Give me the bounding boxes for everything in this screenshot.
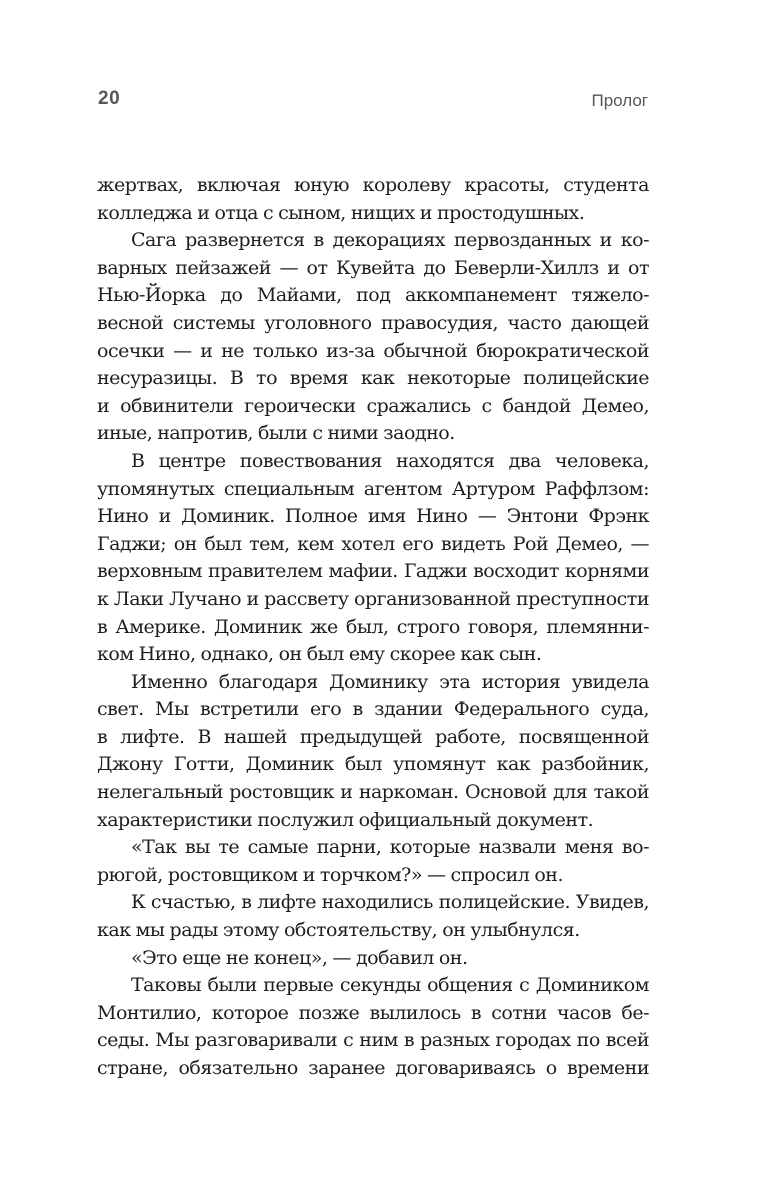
text-line: несуразицы. В то время как некоторые полицейские [97,367,649,390]
text-line: варных пейзажей — от Кувейта до Беверли-Хиллз и от [97,256,649,279]
text-line: жертвах, включая юную королеву красоты, студента [97,174,649,196]
text-line: Нино и Доминик. Полное имя Нино — Энтони Фрэнк [97,505,649,528]
text-line: Джону Готти, Доминик был упомянут как разбойник, [97,753,649,776]
text-line: К счастью, в лифте находились полицейские. Увидев, [131,891,649,914]
body-text [97,172,649,1083]
text-line: Таковы были первые секунды общения с Домиником [131,974,649,997]
text-line: ком Нино, однако, он был ему скорее как сын. [97,643,542,666]
text-line: стране, обязательно заранее договариваясь о времени [97,1057,649,1079]
text-line: Нью-Йорка до Майами, под аккомпанемент тяжело- [97,284,649,307]
text-line: в лифте. В нашей предыдущей работе, посвященной [97,725,649,748]
text-line: «Так вы те самые парни, которые назвали меня во- [131,836,649,859]
text-line: характеристики послужил официальный документ. [97,808,594,831]
text-line: к Лаки Лучано и рассвету организованной преступности [97,587,649,610]
text-line: колледжа и отца с сыном, нищих и простодушных. [97,201,585,224]
text-line: упомянутых специальным агентом Артуром Раффлзом: [97,477,649,500]
text-line: свет. Мы встретили его в здании Федерального суда, [97,698,649,721]
text-line: Гаджи; он был тем, кем хотел его видеть Рой Демео, — [97,532,649,555]
text-line: иные, напротив, были с ними заодно. [97,422,455,445]
text-line: В центре повествования находятся два человека, [131,449,649,472]
text-line: как мы рады этому обстоятельству, он улыбнулся. [97,919,580,942]
text-line: рюгой, ростовщиком и торчком?» — спросил он. [97,863,564,886]
running-head: Пролог [591,91,648,110]
text-line: Именно благодаря Доминику эта история увидела [131,670,649,693]
text-line: «Это еще не конец», — добавил он. [131,946,468,969]
text-line: Монтилио, которое позже вылилось в сотни часов бе- [97,1001,649,1024]
text-line: и обвинители героически сражались с бандой Демео, [97,394,649,417]
text-line: в Америке. Доминик же был, строго говоря, племянни- [97,615,649,638]
text-line: весной системы уголовного правосудия, часто дающей [97,311,649,334]
page-number: 20 [98,88,121,109]
text-line: верховным правителем мафии. Гаджи восходит корнями [97,560,649,583]
text-line: Сага развернется в декорациях первозданных и ко- [131,229,649,252]
text-line: нелегальный ростовщик и наркоман. Основой для такой [97,781,649,804]
text-line: осечки — и не только из-за обычной бюрократической [97,339,649,362]
text-line: седы. Мы разговаривали с ним в разных городах по всей [97,1029,649,1052]
